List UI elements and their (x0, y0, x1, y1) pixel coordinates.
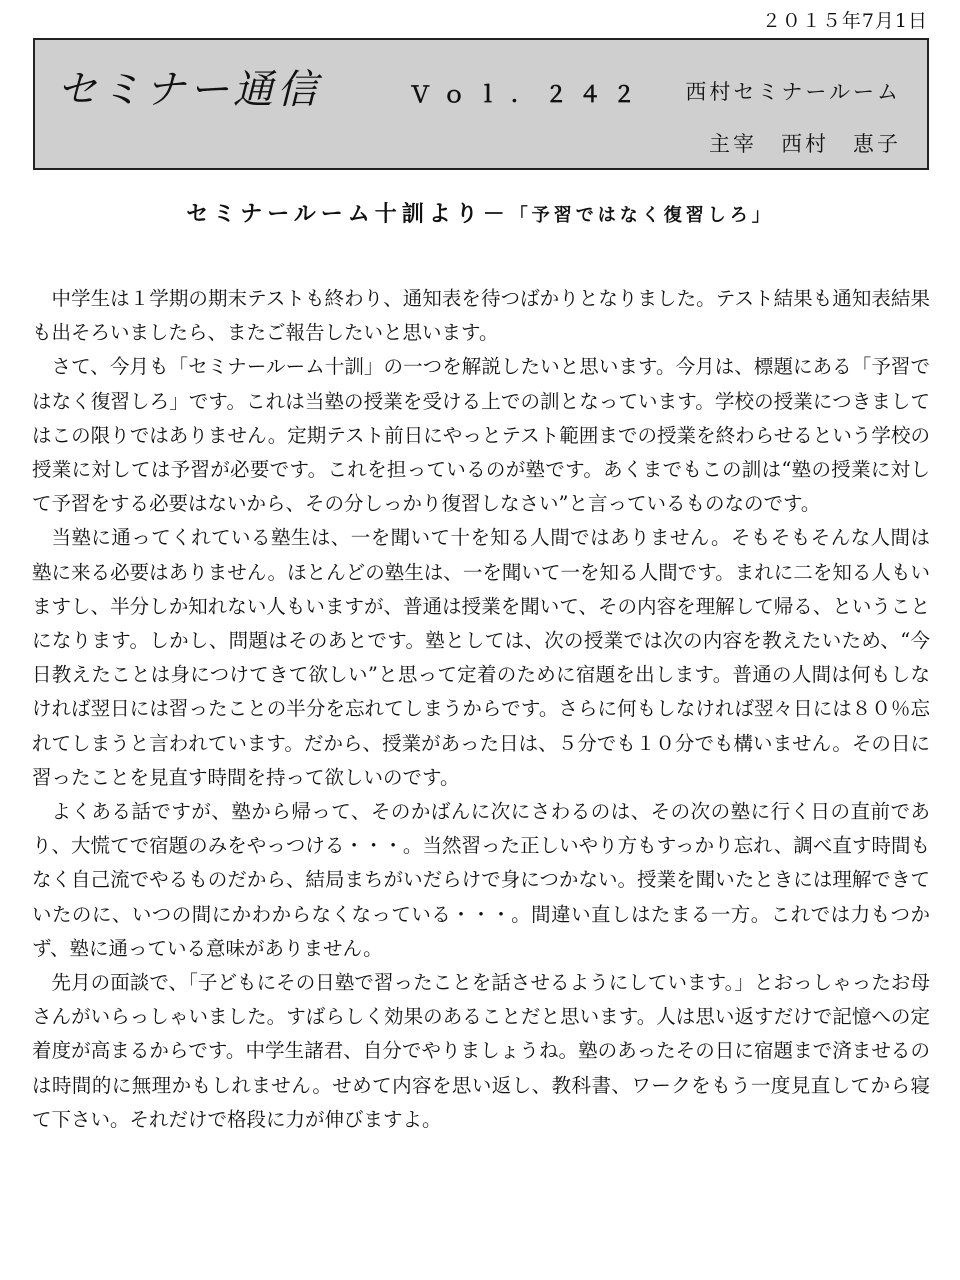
paragraph: 先月の面談で、「子どもにその日塾で習ったことを話させるようにしています。」とおっしゃったお母さんがいらっしゃいました。すばらしく効果のあることだと思います。人は思い返すだけで記憶への定着度が高まるからです。中学生諸君、自分でやりましょうね。塾のあったその日に宿題まで済ませるのは時間的に無理かもしれません。せめて内容を思い返し、教科書、ワークをもう一度見直してから寝て下さい。それだけで格段に力が伸びますよ。 (32, 971, 930, 1131)
paragraph: 当塾に通ってくれている塾生は、一を聞いて十を知る人間ではありません。そもそもそんな人間は塾に来る必要はありません。ほとんどの塾生は、一を聞いて一を知る人間です。まれに二を知る人もいますし、半分しか知れない人もいますが、普通は授業を聞いて、その内容を理解して帰る、ということになります。しかし、問題はそのあとです。塾としては、次の授業では次の内容を教えたいため、“今日教えたことは身につけてきて欲しい”と思って定着のために宿題を出します。普通の人間は何もしなければ翌日には習ったことの半分を忘れてしまうからです。さらに何もしなければ翌々日には８０％忘れてしまうと言われています。だから、授業があった日は、５分でも１０分でも構いません。その日に習ったことを見直す時間を持って欲しいのです。 (32, 526, 930, 789)
paragraph: よくある話ですが、塾から帰って、そのかばんに次にさわるのは、その次の塾に行く日の直前であり、大慌てで宿題のみをやっつける・・・。当然習った正しいやり方もすっかり忘れ、調べ直す時間もなく自己流でやるものだから、結局まちがいだらけで身につかない。授業を聞いたときには理解できていたのに、いつの間にかわからなくなっている・・・。間違い直しはたまる一方。これでは力もつかず、塾に通っている意味がありません。 (32, 800, 930, 960)
newsletter-title: セミナー通信 (57, 67, 321, 113)
paragraph: 中学生は１学期の期末テストも終わり、通知表を待つばかりとなりました。テスト結果も通知表結果も出そろいましたら、またご報告したいと思います。 (32, 287, 930, 345)
paragraph: さて、今月も「セミナールーム十訓」の一つを解説したいと思います。今月は、標題にある「予習ではなく復習しろ」です。これは当塾の授業を受ける上での訓となっています。学校の授業につきましてはこの限りではありません。定期テスト前日にやっとテスト範囲までの授業を終わらせるという学校の授業に対しては予習が必要です。これを担っているのが塾です。あくまでもこの訓は“塾の授業に対して予習をする必要はないから、その分しっかり復習しなさい”と言っているものなのです。 (32, 355, 930, 516)
issue-date: ２０１５年7月1日 (761, 10, 928, 32)
headline-main: セミナールーム十訓より－ (186, 202, 510, 227)
headline-quote: 「予習ではなく復習しろ」 (509, 205, 774, 226)
owner-name: 主宰 西村 恵子 (709, 132, 901, 156)
article-headline (0, 197, 960, 228)
article-body (32, 282, 930, 1137)
newsletter-banner (33, 38, 929, 170)
volume-number: Ｖｏｌ．２４２ (409, 83, 648, 108)
organization-name: 西村セミナールーム (685, 80, 901, 104)
